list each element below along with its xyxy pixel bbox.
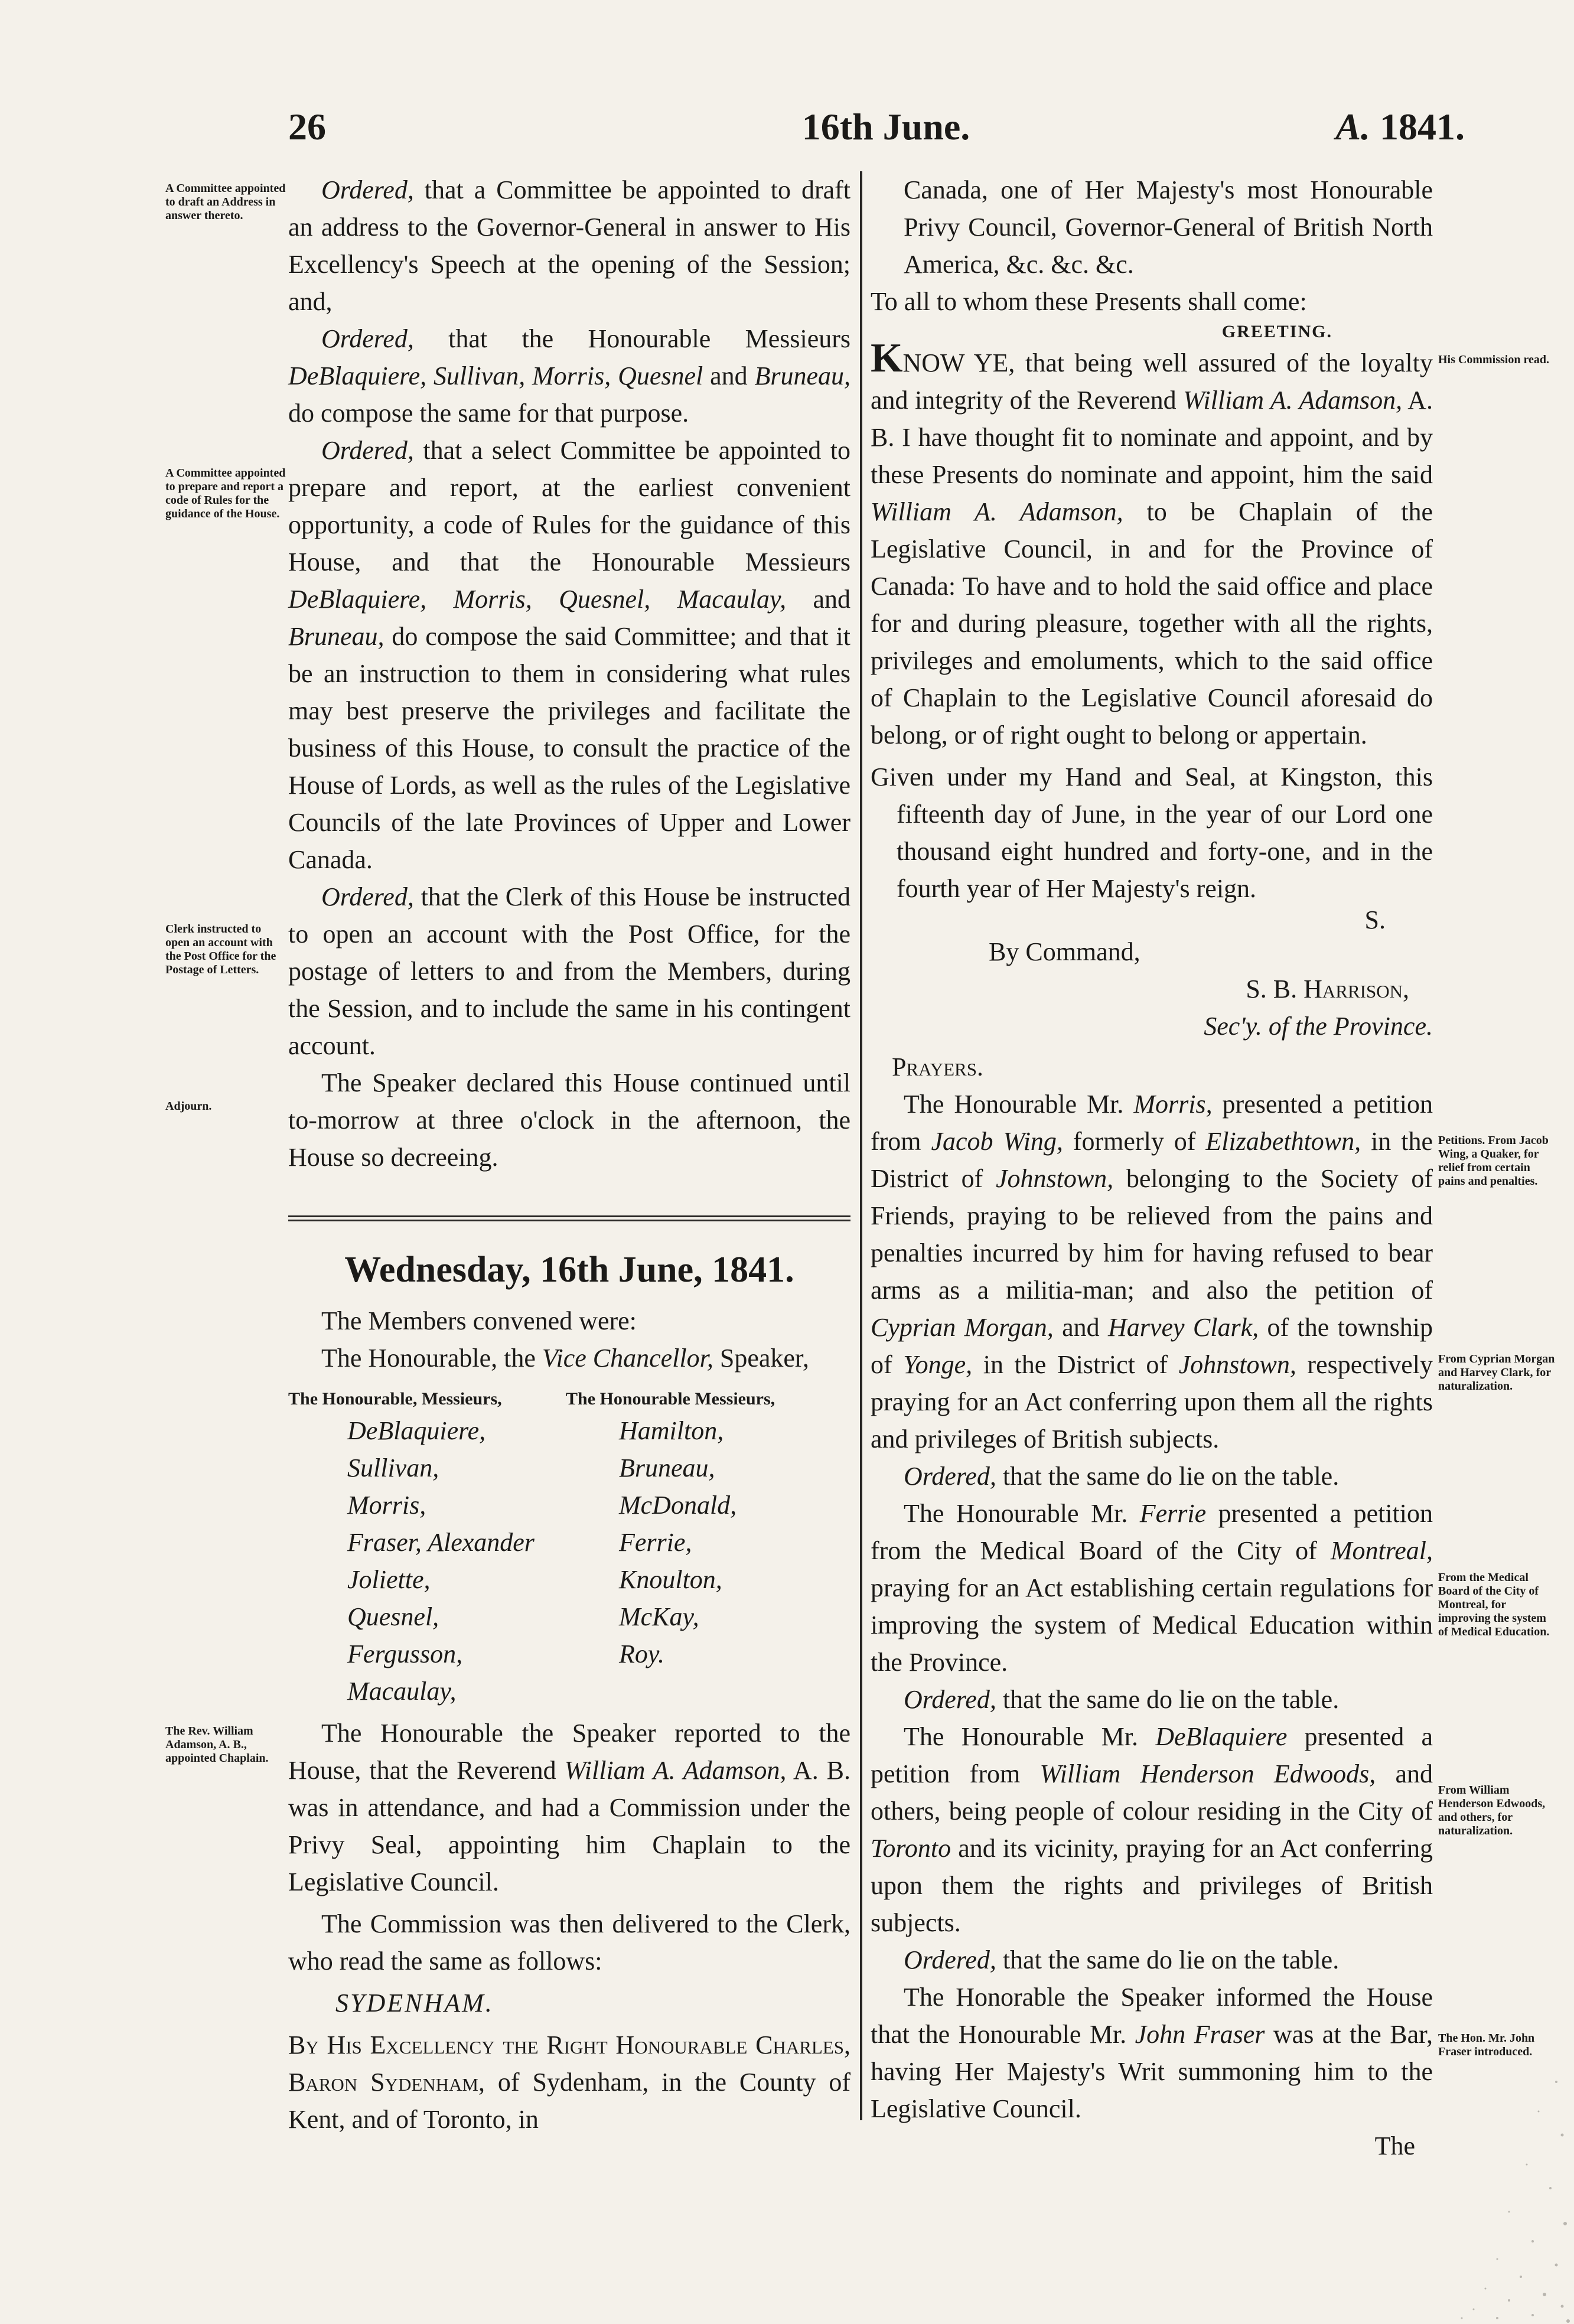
member-name: Joliette,: [347, 1565, 431, 1594]
member-name: McKay,: [619, 1602, 699, 1631]
paragraph-text: that the same do lie on the table.: [996, 1945, 1340, 1974]
place-name: Montreal,: [1330, 1536, 1433, 1565]
paragraph-text: and its vicinity, praying for an Act conferring upon them the rights and privileges of British subjects.: [871, 1834, 1433, 1937]
paragraph-text: that a Committee be appointed to draft an address to the Governor-General in answer to His Excellency's Speech at the opening of the Session; and,: [288, 175, 850, 316]
paragraph-text: do compose the same for that purpose.: [288, 399, 689, 428]
members-convened: The Members convened were:: [321, 1306, 637, 1335]
paragraph-text: presented a petition from the Medical Board of the City of: [871, 1499, 1433, 1565]
member-name: Macaulay,: [347, 1677, 457, 1706]
members-names: [566, 1412, 843, 1673]
margin-note-commission-read: His Commission read.: [1438, 353, 1549, 366]
paragraph-know-ye: [871, 335, 1433, 754]
members-list: [288, 1386, 850, 1710]
paragraph-text: The Honourable Mr.: [904, 1090, 1134, 1119]
right-column: [871, 171, 1433, 2165]
paragraph-text: that the Clerk of this House be instructed to open an account with the Post Office, for the postage of letters to and from the Members, during the Session, and to include the same in his contingent account.: [288, 882, 850, 1060]
to-all-presents: To all to whom these Presents shall come:: [871, 287, 1307, 316]
member-name: Fraser, Alexander: [347, 1528, 535, 1557]
paragraph-petition-medical: [871, 1495, 1433, 1681]
greeting: GREETING.: [1221, 322, 1332, 341]
speaker-text: Speaker,: [713, 1344, 809, 1373]
petitioner-name: Cyprian Morgan,: [871, 1313, 1054, 1342]
catchword: The: [1374, 2131, 1415, 2160]
margin-note-clerk-postage: Clerk instructed to open an account with the Post Office for the Postage of Letters.: [165, 923, 276, 976]
place-name: Elizabethtown,: [1205, 1127, 1361, 1156]
paragraph-text: do compose the said Committee; and that it be an instruction to them in considering what rules may best preserve the privileges and facilitate the business of this House, to consult the practice of the House of Lords, as well as the rules of the Legislative Councils of the late Provinces of Upper and Lower Canada.: [288, 622, 850, 874]
member-name: Bruneau,: [754, 361, 851, 390]
paragraph-petition-edwoods: [871, 1718, 1433, 1941]
speaker-line: [288, 1339, 850, 1377]
sydenham-heading: SYDENHAM.: [335, 1989, 494, 2017]
paragraph-text: praying for an Act establishing certain regulations for improving the system of Medical Education within the Province.: [871, 1573, 1433, 1677]
ordered-lead: Ordered,: [321, 324, 414, 353]
paragraph-ordered-table-2: [871, 1681, 1433, 1718]
member-name: McDonald,: [619, 1491, 737, 1520]
members-column-right: [566, 1386, 843, 1710]
petitioner-name: William Henderson Edwoods,: [1039, 1759, 1376, 1788]
paragraph-text: The Honourable the Speaker reported to the House, that the Reverend: [288, 1719, 850, 1785]
members-header: The Honourable, Messieurs,: [288, 1389, 502, 1409]
drop-initial: K: [871, 335, 903, 381]
paragraph-text: in the District of: [871, 1127, 1433, 1193]
margin-note-committee-address: A Committee appointed to draft an Address in answer thereto.: [165, 182, 286, 222]
paragraph-text: of the township of: [871, 1313, 1433, 1379]
margin-note-petition-morgan: From Cyprian Morgan and Harvey Clark, for naturalization.: [1438, 1352, 1555, 1393]
paragraph-text: in the District of: [972, 1350, 1179, 1379]
margin-note-chaplain: The Rev. William Adamson, A. B., appointed Chaplain.: [165, 1725, 269, 1765]
ordered-lead: Ordered,: [321, 436, 414, 465]
place-name: Johnstown,: [1178, 1350, 1296, 1379]
paragraph-text: presented a petition from: [871, 1090, 1433, 1156]
year-prefix: A.: [1335, 106, 1370, 148]
paragraph-text: and: [703, 361, 755, 390]
paragraph-by-his-excellency: [288, 2026, 850, 2138]
ordered-lead: Ordered,: [321, 175, 414, 204]
place-name: Yonge,: [903, 1350, 973, 1379]
wednesday-section: [288, 1302, 850, 2138]
chaplain-name: William A. Adamson,: [1183, 386, 1403, 415]
paragraph-text: that the Honourable Messieurs: [413, 324, 850, 353]
member-name: Quesnel,: [347, 1602, 439, 1631]
paragraph-adjourn: The Speaker declared this House continued until to-morrow at three o'clock in the afternoon, the House so decreeing.: [288, 1068, 850, 1172]
members-names: [288, 1412, 566, 1710]
paper-speckle-decoration: [1438, 2058, 1574, 2324]
ordered-lead: Ordered,: [904, 1462, 996, 1491]
member-name: Bruneau,: [619, 1453, 715, 1482]
paragraph-text: that the same do lie on the table.: [996, 1462, 1340, 1491]
prayers-heading: Prayers.: [892, 1052, 983, 1081]
paragraph-ordered-table-3: [871, 1941, 1433, 1979]
paragraph-clerk-postage: [288, 878, 850, 1064]
paragraph-text: presented a petition from: [871, 1722, 1433, 1788]
paragraph-given-under: Given under my Hand and Seal, at Kingston, this fifteenth day of June, in the year of our Lord one thousand eight hundred and forty-one, and in the fourth year of Her Majesty's reign.: [871, 762, 1433, 903]
know-ye: NOW YE,: [902, 348, 1015, 377]
year-value: 1841.: [1380, 106, 1465, 148]
by-command: By Command,: [989, 937, 1140, 966]
member-name: Morris,: [347, 1491, 426, 1520]
paragraph-text: and: [786, 585, 850, 614]
margin-note-fraser: The Hon. Mr. John Fraser introduced.: [1438, 2032, 1535, 2058]
petitioner-name: Harvey Clark,: [1108, 1313, 1259, 1342]
place-name: Johnstown,: [995, 1164, 1114, 1193]
member-name: DeBlaquiere: [1155, 1722, 1288, 1751]
members-column-left: [288, 1386, 566, 1710]
paragraph-text: A. B. I have thought fit to nominate and appoint, and by these Presents do nominate and appoint, him the said: [871, 386, 1433, 489]
paragraph-text: A. B. was in attendance, and had a Commission under the Privy Seal, appointing him Chaplain to the Legislative Council.: [288, 1756, 850, 1896]
paragraph-text: that being well assured of the loyalty and integrity of the Reverend: [871, 348, 1433, 415]
margin-note-adjourn: Adjourn.: [165, 1100, 212, 1113]
ordered-lead: Ordered,: [321, 882, 414, 911]
section-title-wednesday: Wednesday, 16th June, 1841.: [344, 1250, 794, 1290]
paragraph-committee-members: [288, 320, 850, 432]
member-names: DeBlaquiere, Morris, Quesnel, Macaulay,: [288, 585, 787, 614]
member-names: DeBlaquiere, Sullivan, Morris, Quesnel: [288, 361, 703, 390]
paragraph-petition-wing: [871, 1086, 1433, 1458]
member-name: Bruneau,: [288, 622, 384, 651]
member-name: Sullivan,: [347, 1453, 439, 1482]
member-name: DeBlaquiere,: [347, 1416, 486, 1445]
chaplain-name: William A. Adamson,: [564, 1756, 787, 1785]
harrison-signature: [871, 970, 1433, 1008]
section-divider: [288, 1215, 850, 1221]
secretary-title: Sec'y. of the Province.: [1204, 1012, 1433, 1041]
speaker-title: Vice Chancellor,: [542, 1344, 713, 1373]
speaker-text: The Honourable, the: [321, 1344, 542, 1373]
ordered-lead: Ordered,: [904, 1685, 996, 1714]
members-header: The Honourable Messieurs,: [566, 1389, 775, 1409]
chaplain-name: William A. Adamson,: [871, 497, 1123, 526]
seal-mark: S.: [1364, 905, 1386, 934]
left-column: [288, 171, 850, 1176]
petitioner-name: Jacob Wing,: [931, 1127, 1063, 1156]
member-name: Knoulton,: [619, 1565, 722, 1594]
harrison-name: S. B. Harrison,: [1246, 974, 1409, 1003]
paragraph-rules-committee: [288, 432, 850, 878]
member-name: Ferrie,: [619, 1528, 692, 1557]
member-name: Roy.: [619, 1639, 664, 1668]
paragraph-ordered-table-1: [871, 1458, 1433, 1495]
paragraph-text: was at the Bar, having Her Majesty's Writ summoning him to the Legislative Council.: [871, 2020, 1433, 2123]
paragraph-committee-address: [288, 171, 850, 320]
paragraph-text: respectively praying for an Act conferring upon them all the rights and privileges of British subjects.: [871, 1350, 1433, 1453]
excellency-title: By His Excellency the Right Honourable Charles, Baron Sydenham,: [288, 2030, 850, 2097]
place-name: Toronto: [871, 1834, 951, 1863]
margin-note-petition-edwoods: From William Henderson Edwoods, and others, for naturalization.: [1438, 1784, 1546, 1837]
paragraph-fraser-introduced: [871, 1979, 1433, 2127]
paragraph-text: and others, being people of colour residing in the City of: [871, 1759, 1433, 1826]
paragraph-commission-delivered: The Commission was then delivered to the Clerk, who read the same as follows:: [288, 1909, 850, 1976]
margin-note-petition-wing: Petitions. From Jacob Wing, a Quaker, for relief from certain pains and penalties.: [1438, 1134, 1549, 1188]
member-name: Hamilton,: [619, 1416, 724, 1445]
paragraph-text: The Honorable the Speaker informed the House that the Honourable Mr.: [871, 1983, 1433, 2049]
member-name: John Fraser: [1135, 2020, 1265, 2049]
page-number: 26: [288, 106, 326, 148]
ordered-lead: Ordered,: [904, 1945, 996, 1974]
page-date: 16th June.: [801, 106, 970, 148]
paragraph-text: that a select Committee be appointed to prepare and report, at the earliest convenient opportunity, a code of Rules for the guidance of this House, and that the Honourable Messieurs: [288, 436, 850, 576]
column-divider: [860, 171, 862, 2120]
paragraph-text: that the same do lie on the table.: [996, 1685, 1340, 1714]
member-name: Fergusson,: [347, 1639, 463, 1668]
paragraph-speaker-report: [288, 1715, 850, 1901]
paragraph-text: to be Chaplain of the Legislative Council, in and for the Province of Canada: To have and to hold the said office and place for and during pleasure, together with all the rights, privileges and emoluments, which to the said office of Chaplain to the Legislative Council aforesaid do belong, or of right ought to belong or appertain.: [871, 497, 1433, 749]
page-year: [1228, 103, 1465, 151]
margin-note-committee-rules: A Committee appointed to prepare and report a code of Rules for the guidance of the House.: [165, 467, 286, 520]
paragraph-text: of Sydenham, in the County of Kent, and of Toronto, in: [288, 2068, 851, 2134]
paragraph-text: The Honourable Mr.: [904, 1722, 1156, 1751]
margin-note-petition-medical: From the Medical Board of the City of Montreal, for improving the system of Medical Education.: [1438, 1571, 1550, 1638]
paragraph-text: belonging to the Society of Friends, praying to be relieved from the pains and penalties incurred by him for having refused to bear arms as a militia-man; and also the petition of: [871, 1164, 1433, 1305]
member-name: Morris,: [1133, 1090, 1213, 1119]
paragraph-text: formerly of: [1063, 1127, 1206, 1156]
paragraph-text: The Honourable Mr.: [904, 1499, 1140, 1528]
member-name: Ferrie: [1139, 1499, 1207, 1528]
paragraph-text: and: [1053, 1313, 1109, 1342]
commission-title-cont: Canada, one of Her Majesty's most Honourable Privy Council, Governor-General of British North America, &c. &c. &c.: [904, 175, 1433, 279]
